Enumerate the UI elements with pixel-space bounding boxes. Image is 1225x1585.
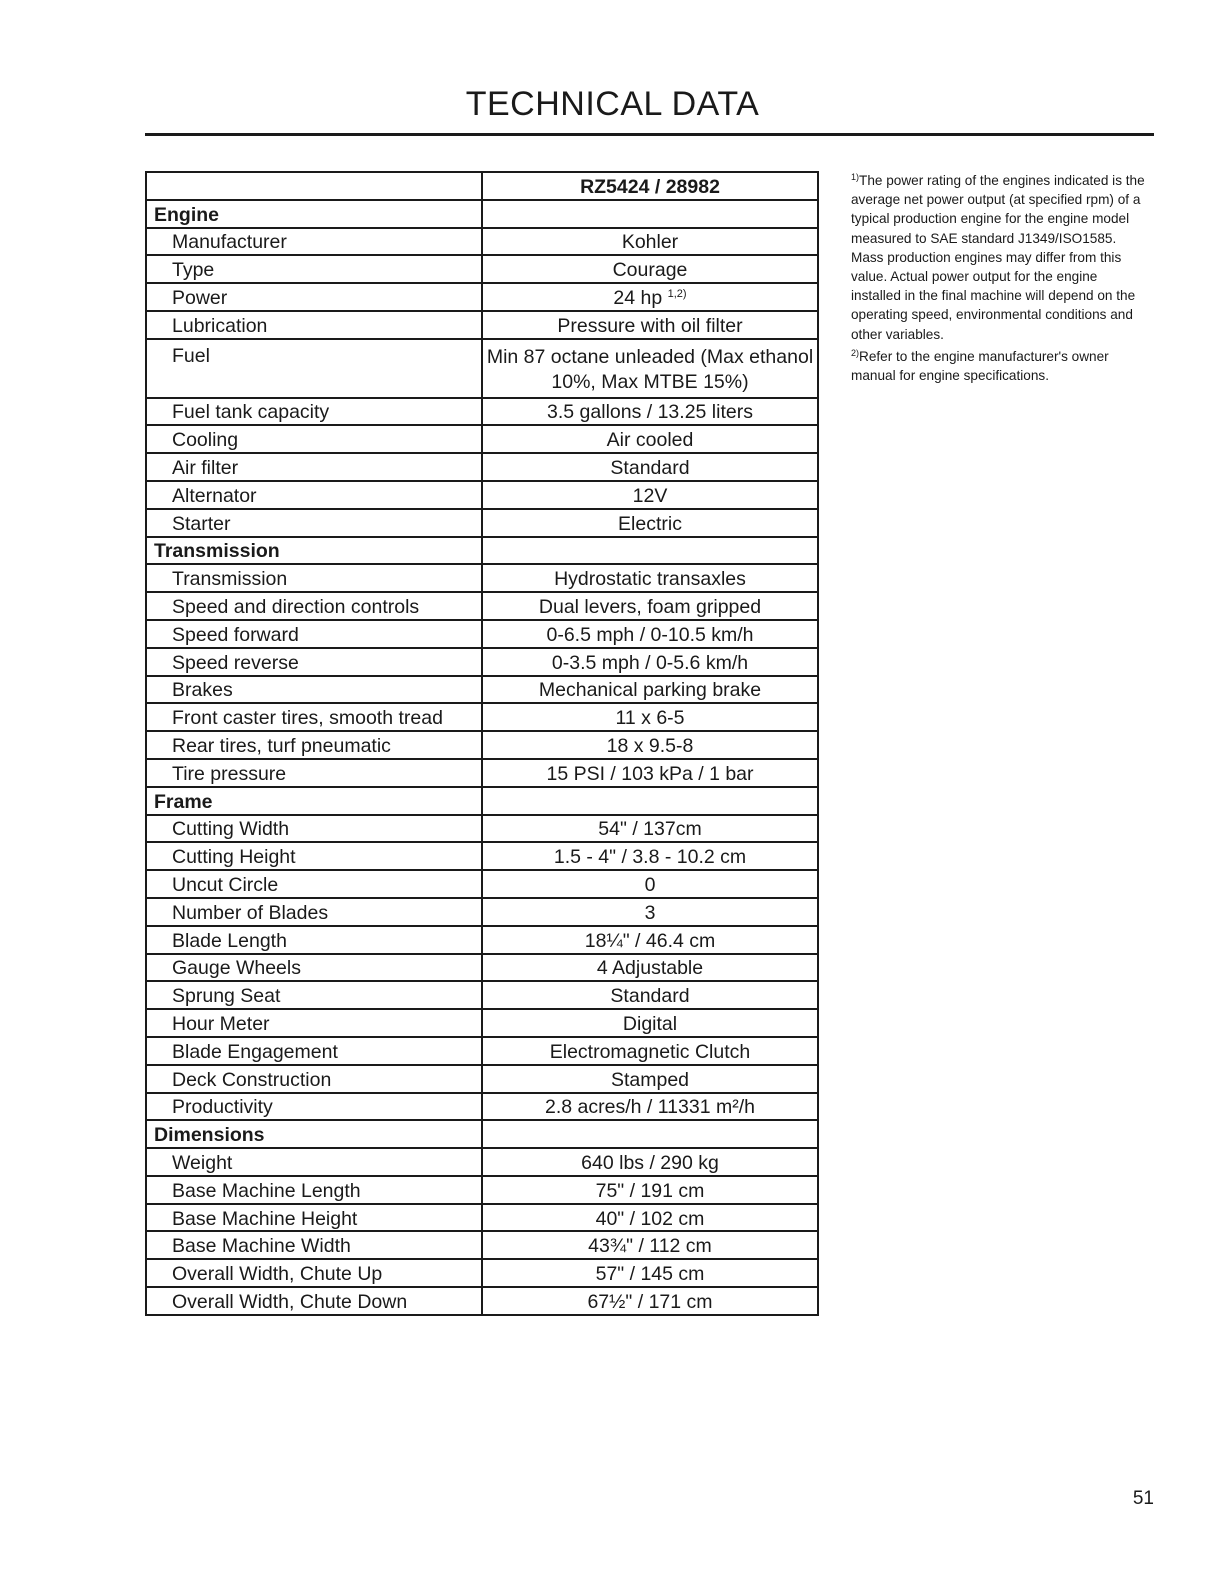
table-row <box>146 509 818 537</box>
spec-label: Speed and direction controls <box>146 592 482 620</box>
spec-value: Standard <box>482 981 818 1009</box>
spec-value: 54" / 137cm <box>482 815 818 843</box>
spec-label: Tire pressure <box>146 759 482 787</box>
spec-value: 3 <box>482 898 818 926</box>
spec-label: Air filter <box>146 453 482 481</box>
spec-label: Base Machine Height <box>146 1204 482 1232</box>
section-heading: Engine <box>146 200 482 228</box>
footnote-marker: 1) <box>851 172 860 182</box>
section-row <box>146 200 818 228</box>
spec-label: Speed reverse <box>146 648 482 676</box>
table-row <box>146 283 818 311</box>
table-row <box>146 954 818 982</box>
title-divider <box>145 133 1154 136</box>
spec-label: Overall Width, Chute Down <box>146 1287 482 1315</box>
section-heading: Dimensions <box>146 1120 482 1148</box>
spec-label: Sprung Seat <box>146 981 482 1009</box>
spec-label: Base Machine Width <box>146 1231 482 1259</box>
spec-value: Standard <box>482 453 818 481</box>
spec-value: Digital <box>482 1009 818 1037</box>
table-row <box>146 870 818 898</box>
spec-value: Stamped <box>482 1065 818 1093</box>
page-number: 51 <box>1132 1488 1154 1509</box>
spec-label: Lubrication <box>146 311 482 339</box>
spec-value: Hydrostatic transaxles <box>482 564 818 592</box>
footnote-reference: 1,2) <box>667 288 687 301</box>
spec-label: Blade Engagement <box>146 1037 482 1065</box>
spec-value: 40" / 102 cm <box>482 1204 818 1232</box>
spec-value: Courage <box>482 255 818 283</box>
table-row <box>146 926 818 954</box>
spec-value: 15 PSI / 103 kPa / 1 bar <box>482 759 818 787</box>
table-row <box>146 592 818 620</box>
technical-data-table <box>145 171 819 1316</box>
table-row <box>146 648 818 676</box>
spec-value-text: 24 hp <box>613 287 663 310</box>
table-row <box>146 759 818 787</box>
spec-label: Manufacturer <box>146 228 482 256</box>
spec-label: Weight <box>146 1148 482 1176</box>
spec-label: Power <box>146 283 482 311</box>
spec-value: 0-3.5 mph / 0-5.6 km/h <box>482 648 818 676</box>
table-row <box>146 703 818 731</box>
table-row <box>146 228 818 256</box>
spec-label: Alternator <box>146 481 482 509</box>
table-row <box>146 1287 818 1315</box>
spec-label: Base Machine Length <box>146 1176 482 1204</box>
table-row <box>146 339 818 398</box>
spec-label: Cutting Width <box>146 815 482 843</box>
spec-label: Uncut Circle <box>146 870 482 898</box>
spec-value: Min 87 octane unleaded (Max ethanol 10%, Max MTBE 15%) <box>482 339 818 398</box>
spec-value: 0 <box>482 870 818 898</box>
spec-label: Transmission <box>146 564 482 592</box>
section-row <box>146 1120 818 1148</box>
section-heading: Transmission <box>146 537 482 565</box>
footnote-2 <box>851 347 1151 385</box>
spec-value: 43¾" / 112 cm <box>482 1231 818 1259</box>
table-row <box>146 311 818 339</box>
technical-data-table-body <box>146 172 818 1315</box>
table-row <box>146 453 818 481</box>
spec-value: 1.5 - 4" / 3.8 - 10.2 cm <box>482 842 818 870</box>
spec-value: 4 Adjustable <box>482 954 818 982</box>
spec-label: Starter <box>146 509 482 537</box>
spec-label: Cooling <box>146 425 482 453</box>
table-row <box>146 1204 818 1232</box>
footnotes <box>851 171 1151 388</box>
table-row <box>146 1093 818 1121</box>
footnote-1 <box>851 171 1151 344</box>
table-row <box>146 255 818 283</box>
table-row <box>146 842 818 870</box>
spec-value: Kohler <box>482 228 818 256</box>
spec-value <box>482 200 818 228</box>
spec-label: Blade Length <box>146 926 482 954</box>
section-heading: Frame <box>146 787 482 815</box>
table-row <box>146 1065 818 1093</box>
spec-label: Type <box>146 255 482 283</box>
spec-label: Number of Blades <box>146 898 482 926</box>
footnote-text: Refer to the engine manufacturer's owner manual for engine specifications. <box>851 348 1109 384</box>
spec-label: Cutting Height <box>146 842 482 870</box>
spec-value: Electric <box>482 509 818 537</box>
spec-value: 57" / 145 cm <box>482 1259 818 1287</box>
table-row <box>146 1037 818 1065</box>
spec-value: Dual levers, foam gripped <box>482 592 818 620</box>
spec-value: 67½" / 171 cm <box>482 1287 818 1315</box>
spec-label: Deck Construction <box>146 1065 482 1093</box>
table-row <box>146 398 818 426</box>
table-row <box>146 564 818 592</box>
spec-value: 11 x 6-5 <box>482 703 818 731</box>
spec-value: 18¼" / 46.4 cm <box>482 926 818 954</box>
table-row <box>146 425 818 453</box>
spec-value: 75" / 191 cm <box>482 1176 818 1204</box>
footnote-marker: 2) <box>851 347 860 358</box>
table-row <box>146 481 818 509</box>
table-row <box>146 620 818 648</box>
table-row <box>146 981 818 1009</box>
table-row <box>146 1176 818 1204</box>
section-row <box>146 787 818 815</box>
spec-label: Speed forward <box>146 620 482 648</box>
spec-label: Fuel <box>146 339 482 398</box>
spec-label: Fuel tank capacity <box>146 398 482 426</box>
spec-label: Overall Width, Chute Up <box>146 1259 482 1287</box>
spec-value: Air cooled <box>482 425 818 453</box>
spec-value <box>482 283 818 311</box>
spec-value: 640 lbs / 290 kg <box>482 1148 818 1176</box>
spec-value: Pressure with oil filter <box>482 311 818 339</box>
spec-value <box>482 537 818 565</box>
header-blank-cell <box>146 172 482 200</box>
spec-label: Productivity <box>146 1093 482 1121</box>
spec-value <box>482 1120 818 1148</box>
table-row <box>146 731 818 759</box>
spec-value: 2.8 acres/h / 11331 m²/h <box>482 1093 818 1121</box>
spec-value: 0-6.5 mph / 0-10.5 km/h <box>482 620 818 648</box>
spec-label: Gauge Wheels <box>146 954 482 982</box>
spec-value <box>482 787 818 815</box>
table-row <box>146 1231 818 1259</box>
spec-value: 12V <box>482 481 818 509</box>
spec-label: Hour Meter <box>146 1009 482 1037</box>
table-row <box>146 1259 818 1287</box>
section-row <box>146 537 818 565</box>
page-title: TECHNICAL DATA <box>465 85 760 123</box>
table-row <box>146 676 818 704</box>
table-row <box>146 898 818 926</box>
model-header: RZ5424 / 28982 <box>482 172 818 200</box>
spec-value: 3.5 gallons / 13.25 liters <box>482 398 818 426</box>
spec-label: Brakes <box>146 676 482 704</box>
table-row <box>146 1148 818 1176</box>
table-row <box>146 1009 818 1037</box>
spec-label: Front caster tires, smooth tread <box>146 703 482 731</box>
table-header-row <box>146 172 818 200</box>
spec-value: Electromagnetic Clutch <box>482 1037 818 1065</box>
footnote-text: The power rating of the engines indicated is the average net power output (at specified rpm) of a typical production engine for the engine model measured to SAE standard J1349/ISO1585. Mass production engines may differ from this value. Actual power output for the engine installed in the final machine will depend on the operating speed, environmental conditions and other variables. <box>851 173 1145 342</box>
spec-label: Rear tires, turf pneumatic <box>146 731 482 759</box>
spec-value: 18 x 9.5-8 <box>482 731 818 759</box>
spec-value: Mechanical parking brake <box>482 676 818 704</box>
table-row <box>146 815 818 843</box>
